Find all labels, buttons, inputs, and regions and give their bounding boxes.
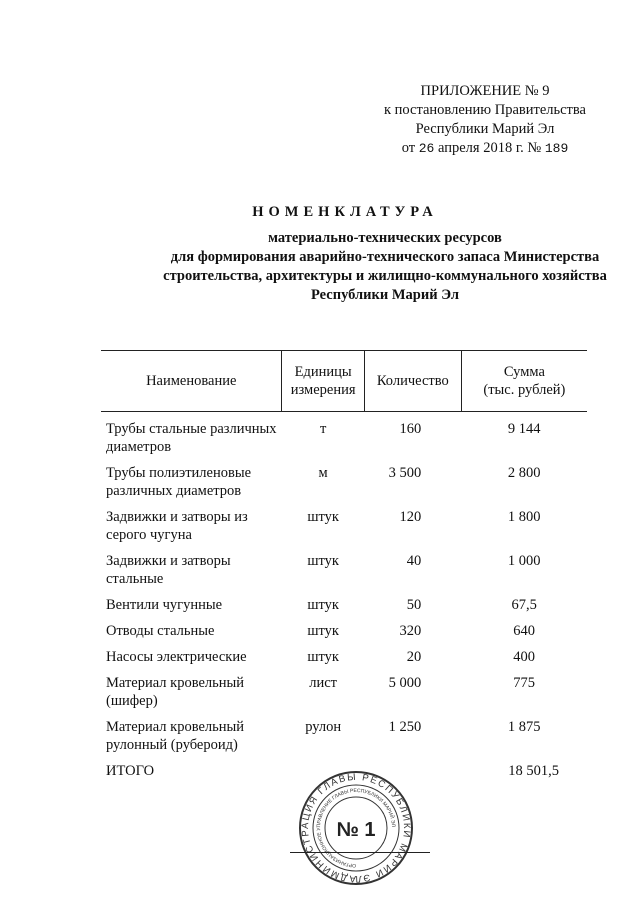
- row-sum: 67,5: [511, 597, 537, 613]
- table-row: [101, 622, 587, 640]
- appendix-block: [355, 82, 615, 158]
- total-label: ИТОГО: [106, 763, 155, 779]
- row-spacer: [101, 456, 587, 464]
- table-row: [101, 648, 587, 666]
- official-stamp: [288, 770, 424, 893]
- row-name: Насосы электрические: [106, 649, 247, 665]
- row-qty: 320: [399, 623, 422, 639]
- row-spacer: [101, 500, 587, 508]
- stamp-ring-text: АДМИНИСТРАЦИЯ ГЛАВЫ РЕСПУБЛИКИ МАРИЙ ЭЛ: [299, 771, 413, 885]
- row-name: Задвижки и затворы из серого чугуна: [106, 509, 248, 543]
- row-sum: 400: [513, 649, 536, 665]
- table-row: [101, 464, 587, 500]
- row-sum: 775: [513, 675, 536, 691]
- row-qty: 1 250: [388, 719, 422, 735]
- table-row: [101, 718, 587, 754]
- total-sum: 18 501,5: [508, 763, 559, 779]
- row-spacer: [101, 614, 587, 622]
- row-unit: штук: [307, 597, 339, 613]
- row-spacer-cell: [101, 666, 587, 674]
- row-unit: штук: [307, 509, 339, 525]
- row-spacer: [101, 666, 587, 674]
- row-unit: т: [319, 421, 327, 437]
- row-spacer-cell: [101, 544, 587, 552]
- header-unit-line: измерения: [290, 382, 356, 398]
- row-sum: 640: [513, 623, 536, 639]
- subtitle-line: строительства, архитектуры и жилищно-коммунального хозяйства: [163, 268, 607, 284]
- row-spacer-cell: [101, 640, 587, 648]
- row-spacer: [101, 754, 587, 762]
- row-unit: м: [318, 465, 328, 481]
- appendix-date: [355, 139, 615, 158]
- row-spacer: [101, 412, 587, 421]
- row-qty: 160: [399, 421, 422, 437]
- stamp-seal: [288, 770, 424, 888]
- row-name: Материал кровельный рулонный (рубероид): [106, 719, 245, 753]
- row-qty: 50: [406, 597, 422, 613]
- subtitle-line: материально-технических ресурсов: [268, 230, 502, 246]
- table-row: [101, 508, 587, 544]
- header-sum-line: (тыс. рублей): [483, 382, 566, 398]
- appendix-number: ПРИЛОЖЕНИЕ № 9: [420, 83, 550, 99]
- row-name: Трубы полиэтиленовые различных диаметров: [106, 465, 252, 499]
- row-name: Вентили чугунные: [106, 597, 223, 613]
- appendix-resolution: к постановлению Правительства: [384, 102, 586, 118]
- row-spacer-cell: [101, 754, 587, 762]
- table-row: [101, 674, 587, 710]
- table-header-row: [101, 351, 587, 412]
- table-body: [101, 412, 587, 781]
- nomenclature-table: [101, 350, 587, 780]
- row-spacer: [101, 544, 587, 552]
- row-spacer: [101, 640, 587, 648]
- row-sum: 1 800: [507, 509, 541, 525]
- header-unit: [282, 351, 364, 412]
- header-sum: [461, 351, 587, 412]
- appendix-republic: Республики Марий Эл: [415, 121, 555, 137]
- stamp-number: № 1: [336, 819, 376, 841]
- row-qty: 40: [406, 553, 422, 569]
- table-row: [101, 596, 587, 614]
- doc-number: 189: [544, 141, 569, 156]
- row-spacer-cell: [101, 412, 587, 421]
- row-qty: 20: [406, 649, 422, 665]
- row-unit: лист: [309, 675, 338, 691]
- document-subtitle: [80, 229, 640, 305]
- row-unit: штук: [307, 623, 339, 639]
- row-name: Отводы стальные: [106, 623, 215, 639]
- row-unit: рулон: [305, 719, 342, 735]
- header-sum-line: Сумма: [503, 364, 545, 380]
- row-unit: штук: [307, 553, 339, 569]
- row-sum: 1 875: [507, 719, 541, 735]
- date-text: апреля 2018 г. №: [437, 140, 542, 156]
- row-spacer-cell: [101, 500, 587, 508]
- row-spacer-cell: [101, 456, 587, 464]
- document-title: НОМЕНКЛАТУРА: [252, 204, 438, 220]
- date-day: 26: [418, 141, 435, 156]
- date-prefix: от: [401, 140, 416, 156]
- row-name: Трубы стальные различных диаметров: [106, 421, 277, 455]
- row-spacer-cell: [101, 588, 587, 596]
- row-sum: 1 000: [507, 553, 541, 569]
- row-spacer-cell: [101, 710, 587, 718]
- row-spacer-cell: [101, 614, 587, 622]
- row-qty: 3 500: [388, 465, 422, 481]
- table-row: [101, 552, 587, 588]
- row-name: Задвижки и затворы стальные: [106, 553, 231, 587]
- row-sum: 9 144: [507, 421, 541, 437]
- row-spacer: [101, 588, 587, 596]
- row-unit: штук: [307, 649, 339, 665]
- subtitle-line: Республики Марий Эл: [311, 287, 459, 303]
- signature-line: [290, 852, 430, 853]
- row-spacer: [101, 710, 587, 718]
- row-qty: 120: [399, 509, 422, 525]
- header-qty: Количество: [364, 351, 461, 412]
- subtitle-line: для формирования аварийно-технического запаса Министерства: [170, 249, 600, 265]
- row-sum: 2 800: [507, 465, 541, 481]
- row-qty: 5 000: [388, 675, 422, 691]
- header-name: Наименование: [101, 351, 282, 412]
- header-unit-line: Единицы: [294, 364, 352, 380]
- table-row: [101, 420, 587, 456]
- stamp-inner-text: ОРГАНИЗАЦИОННОЕ УПРАВЛЕНИЕ ГЛАВЫ РЕСПУБЛИКИ МАРИЙ ЭЛ: [316, 787, 397, 869]
- row-name: Материал кровельный (шифер): [106, 675, 245, 709]
